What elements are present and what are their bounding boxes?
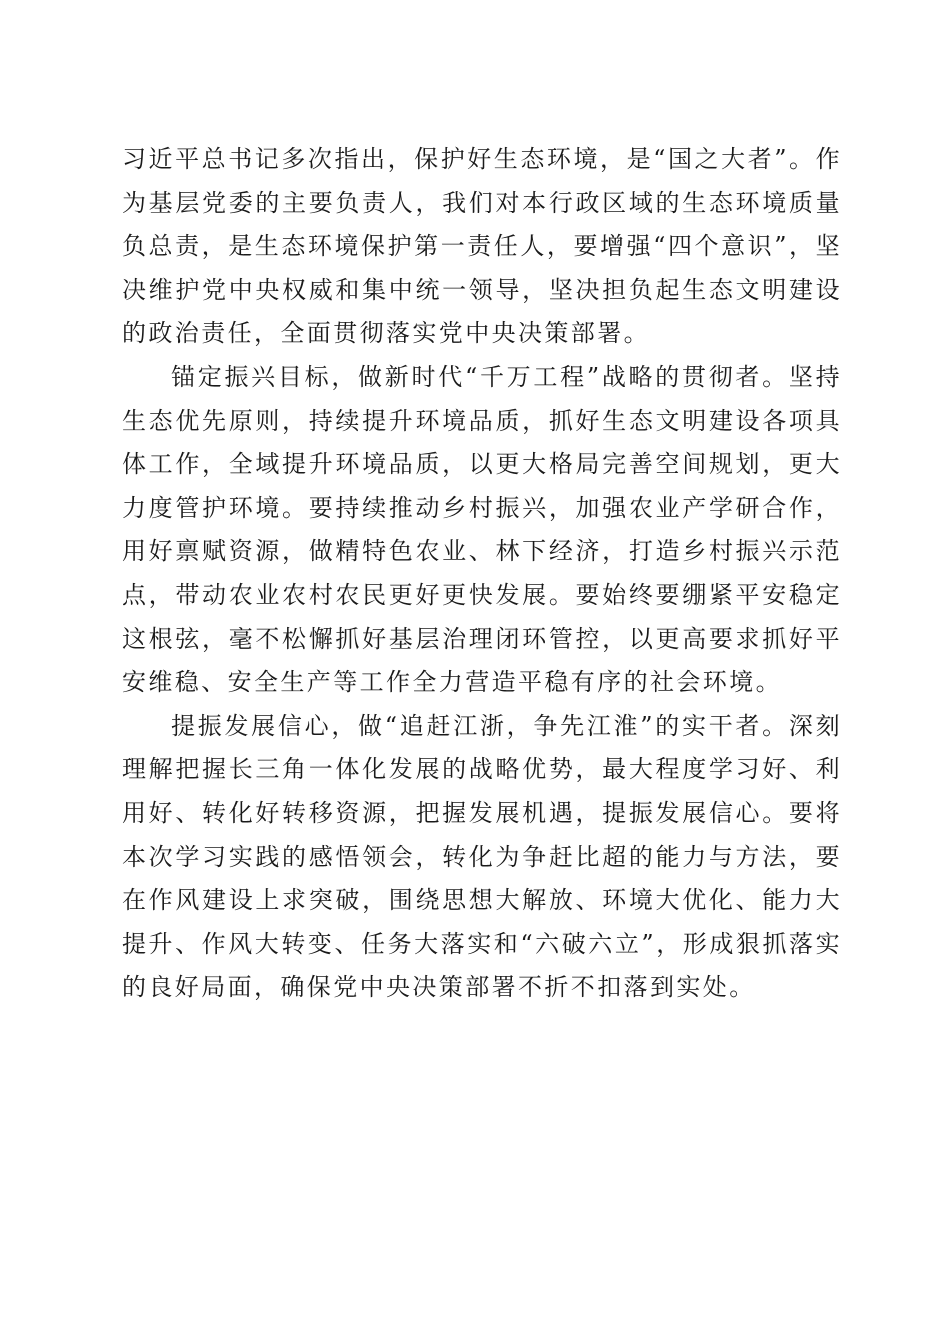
document-body [122,138,842,1010]
paragraph-3: 提振发展信心，做“追赶江浙，争先江淮”的实干者。深刻理解把握长三角一体化发展的战略优势，最大程度学习好、利用好、转化好转移资源，把握发展机遇，提振发展信心。要将本次学习实践的感悟领会，转化为争赶比超的能力与方法，要在作风建设上求突破，围绕思想大解放、环境大优化、能力大提升、作风大转变、任务大落实和“六破六立”，形成狠抓落实的良好局面，确保党中央决策部署不折不扣落到实处。 [122,711,842,1002]
paragraph-1: 习近平总书记多次指出，保护好生态环境，是“国之大者”。作为基层党委的主要负责人，我们对本行政区域的生态环境质量负总责，是生态环境保护第一责任人，要增强“四个意识”，坚决维护党中央权威和集中统一领导，坚决担负起生态文明建设的政治责任，全面贯彻落实党中央决策部署。 [122,145,842,348]
paragraph-2: 锚定振兴目标，做新时代“千万工程”战略的贯彻者。坚持生态优先原则，持续提升环境品质，抓好生态文明建设各项具体工作，全域提升环境品质，以更大格局完善空间规划，更大力度管护环境。要持续推动乡村振兴，加强农业产学研合作，用好禀赋资源，做精特色农业、林下经济，打造乡村振兴示范点，带动农业农村农民更好更快发展。要始终要绷紧平安稳定这根弦，毫不松懈抓好基层治理闭环管控，以更高要求抓好平安维稳、安全生产等工作全力营造平稳有序的社会环境。 [122,362,842,697]
